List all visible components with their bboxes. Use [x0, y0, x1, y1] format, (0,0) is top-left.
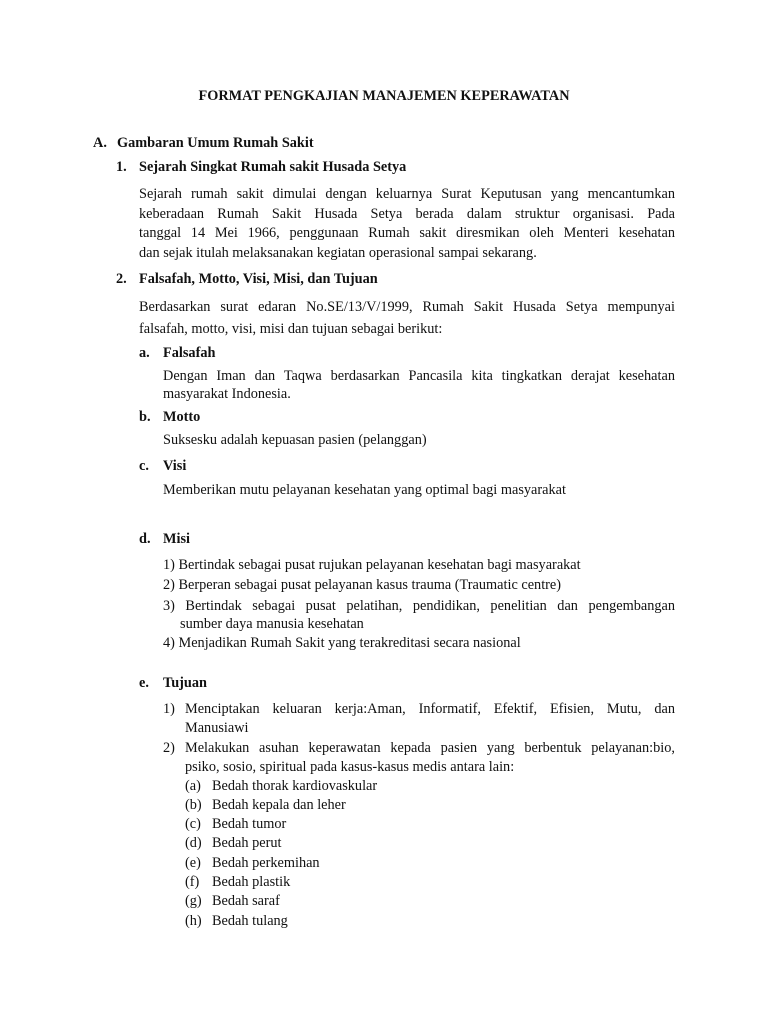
bedah-item-d: Bedah perut — [212, 835, 282, 851]
item-2-heading: Falsafah, Motto, Visi, Misi, dan Tujuan — [139, 271, 378, 287]
sub-c-letter: c. — [139, 458, 149, 474]
paragraph-line: dan sejak itulah melaksanakan kegiatan operasional sampai sekarang. — [139, 244, 537, 261]
section-a-marker: A. — [93, 135, 107, 151]
paragraph-line: tanggal 14 Mei 1966, penggunaan Rumah sakit diresmikan oleh Menteri kesehatan — [139, 225, 675, 241]
list-item-line: Manusiawi — [185, 720, 249, 736]
bedah-item-b: Bedah kepala dan leher — [212, 797, 346, 813]
sub-d-heading: Misi — [163, 531, 191, 547]
sub-a-heading: Falsafah — [163, 345, 216, 361]
item-1-number: 1. — [116, 159, 127, 175]
bedah-letter-f: (f) — [185, 874, 200, 890]
list-item-line: 3) Bertindak sebagai pusat pelatihan, pendidikan, penelitian dan pengembangan — [163, 598, 675, 614]
bedah-item-e: Bedah perkemihan — [212, 855, 320, 871]
page-title: FORMAT PENGKAJIAN MANAJEMEN KEPERAWATAN — [198, 88, 570, 104]
sub-d-letter: d. — [139, 531, 151, 547]
list-item-line: Menciptakan keluaran kerja:Aman, Informatif, Efektif, Efisien, Mutu, dan — [185, 701, 675, 717]
misi-item-4: 4) Menjadikan Rumah Sakit yang terakreditasi secara nasional — [163, 635, 521, 651]
sub-e-heading: Tujuan — [163, 675, 207, 691]
tujuan-1-number: 1) — [163, 701, 175, 717]
paragraph-line: falsafah, motto, visi, misi dan tujuan sebagai berikut: — [139, 321, 443, 337]
paragraph-line: keberadaan Rumah Sakit Husada Setya berada dalam struktur organisasi. Pada — [139, 205, 675, 222]
falsafah-intro-paragraph — [139, 296, 675, 340]
tujuan-1-text — [185, 700, 675, 738]
list-item-line: sumber daya manusia kesehatan — [180, 616, 364, 632]
misi-item-2: 2) Berperan sebagai pusat pelayanan kasus trauma (Traumatic centre) — [163, 577, 562, 593]
paragraph-line: Dengan Iman dan Taqwa berdasarkan Pancasila kita tingkatkan derajat kesehatan — [163, 368, 675, 384]
paragraph-line: Berdasarkan surat edaran No.SE/13/V/1999, Rumah Sakit Husada Setya mempunyai — [139, 299, 675, 315]
bedah-letter-g: (g) — [185, 893, 202, 909]
tujuan-2-text — [185, 739, 675, 777]
bedah-letter-e: (e) — [185, 855, 201, 871]
sub-c-heading: Visi — [163, 458, 187, 474]
bedah-item-g: Bedah saraf — [212, 893, 280, 909]
bedah-letter-c: (c) — [185, 816, 201, 832]
bedah-item-c: Bedah tumor — [212, 816, 287, 832]
paragraph-line: Sejarah rumah sakit dimulai dengan keluarnya Surat Keputusan yang mencantumkan — [139, 186, 675, 202]
motto-text: Suksesku adalah kepuasan pasien (pelanggan) — [163, 432, 427, 448]
list-item-line: psiko, sosio, spiritual pada kasus-kasus medis antara lain: — [185, 759, 515, 775]
bedah-letter-d: (d) — [185, 835, 202, 851]
sub-b-heading: Motto — [163, 409, 201, 425]
sub-b-letter: b. — [139, 409, 151, 425]
sejarah-paragraph — [139, 185, 675, 263]
misi-item-3 — [163, 597, 675, 633]
tujuan-2-number: 2) — [163, 740, 175, 756]
item-1-heading: Sejarah Singkat Rumah sakit Husada Setya — [139, 159, 407, 175]
misi-item-1: 1) Bertindak sebagai pusat rujukan pelayanan kesehatan bagi masyarakat — [163, 557, 581, 573]
section-a-heading: Gambaran Umum Rumah Sakit — [117, 135, 314, 151]
bedah-item-h: Bedah tulang — [212, 913, 288, 929]
paragraph-line: masyarakat Indonesia. — [163, 386, 291, 402]
bedah-item-f: Bedah plastik — [212, 874, 291, 890]
falsafah-text — [163, 367, 675, 403]
bedah-item-a: Bedah thorak kardiovaskular — [212, 778, 378, 794]
list-item-line: Melakukan asuhan keperawatan kepada pasien yang berbentuk pelayanan:bio, — [185, 740, 675, 756]
bedah-letter-b: (b) — [185, 797, 202, 813]
sub-e-letter: e. — [139, 675, 149, 691]
visi-text: Memberikan mutu pelayanan kesehatan yang optimal bagi masyarakat — [163, 482, 566, 498]
bedah-letter-a: (a) — [185, 778, 201, 794]
item-2-number: 2. — [116, 271, 127, 287]
sub-a-letter: a. — [139, 345, 150, 361]
bedah-letter-h: (h) — [185, 913, 202, 929]
